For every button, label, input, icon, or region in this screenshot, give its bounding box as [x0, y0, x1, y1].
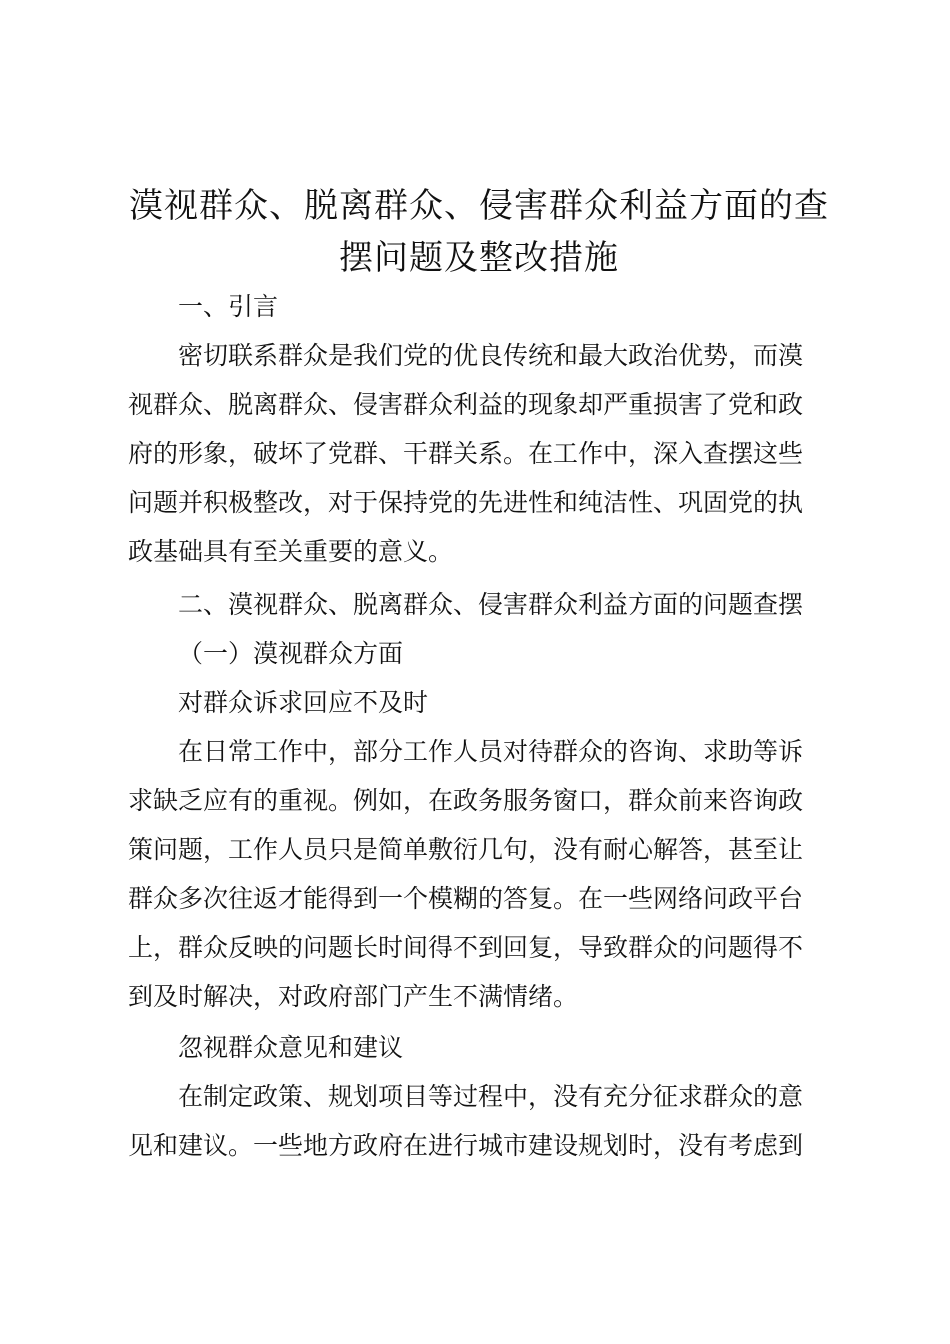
- paragraph-line: 到及时解决，对政府部门产生不满情绪。: [128, 982, 579, 1011]
- title-line-1: 漠视群众、脱离群众、侵害群众利益方面的查: [129, 186, 829, 226]
- paragraph-line: 密切联系群众是我们党的优良传统和最大政治优势，而漠: [178, 341, 804, 370]
- paragraph-line: 见和建议。一些地方政府在进行城市建设规划时，没有考虑到: [128, 1131, 804, 1160]
- intro-paragraph: [128, 331, 832, 576]
- paragraph-line: 府的形象，破坏了党群、干群关系。在工作中，深入查摆这些: [128, 439, 804, 468]
- item1-paragraph: [128, 727, 832, 1021]
- paragraph-line: 政基础具有至关重要的意义。: [128, 537, 454, 566]
- paragraph-line: 求缺乏应有的重视。例如，在政务服务窗口，群众前来咨询政: [128, 786, 804, 815]
- item2-heading: 忽视群众意见和建议: [178, 1033, 404, 1062]
- paragraph-line: 在制定政策、规划项目等过程中，没有充分征求群众的意: [178, 1082, 804, 1111]
- document-body: [128, 282, 832, 1170]
- paragraph-line: 群众多次往返才能得到一个模糊的答复。在一些网络问政平台: [128, 884, 804, 913]
- paragraph-line: 问题并积极整改，对于保持党的先进性和纯洁性、巩固党的执: [128, 488, 804, 517]
- paragraph-line: 上，群众反映的问题长时间得不到回复，导致群众的问题得不: [128, 933, 804, 962]
- intro-heading: 一、引言: [178, 292, 279, 321]
- paragraph-line: 策问题，工作人员只是简单敷衍几句，没有耐心解答，甚至让: [128, 835, 804, 864]
- sub1-heading: （一）漠视群众方面: [178, 639, 404, 668]
- title-line-2: 摆问题及整改措施: [339, 238, 619, 278]
- document-title: [120, 180, 838, 284]
- item1-heading: 对群众诉求回应不及时: [178, 688, 429, 717]
- paragraph-line: 视群众、脱离群众、侵害群众利益的现象却严重损害了党和政: [128, 390, 804, 419]
- item2-paragraph: [128, 1072, 832, 1170]
- section2-heading: 二、漠视群众、脱离群众、侵害群众利益方面的问题查摆: [178, 590, 804, 619]
- paragraph-line: 在日常工作中，部分工作人员对待群众的咨询、求助等诉: [178, 737, 804, 766]
